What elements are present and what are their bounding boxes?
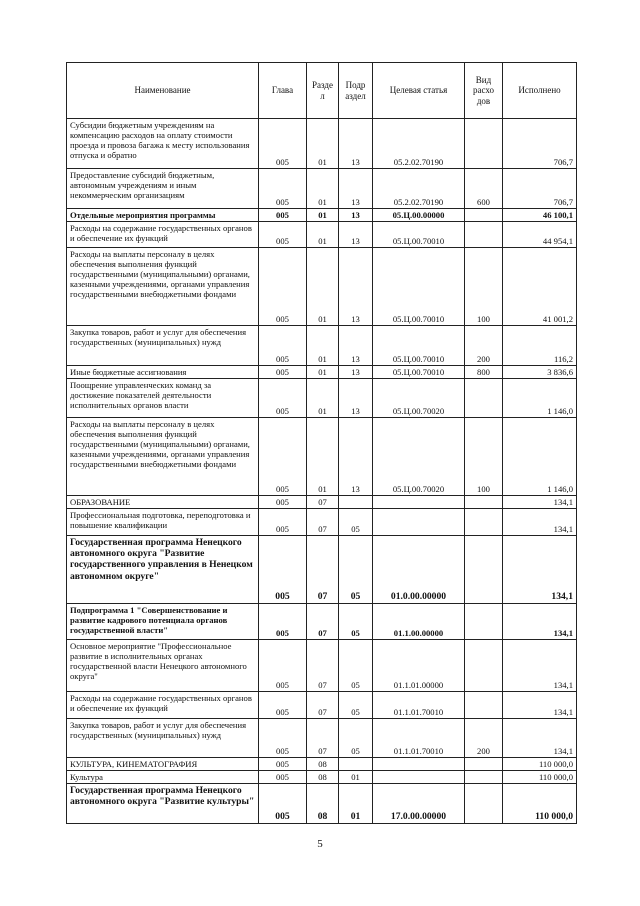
row-kind: 100 bbox=[465, 418, 503, 496]
row-chapter: 005 bbox=[259, 771, 307, 784]
table-row bbox=[67, 366, 577, 379]
row-section: 07 bbox=[307, 509, 339, 536]
row-subsection: 13 bbox=[339, 209, 373, 222]
row-chapter: 005 bbox=[259, 326, 307, 366]
row-name: Субсидии бюджетным учреждениям на компенсацию расходов на оплату стоимости проезда и провоза багажа к месту использования отпуска и обратно bbox=[67, 119, 259, 169]
row-section: 08 bbox=[307, 784, 339, 824]
row-target: 05.Ц.00.70010 bbox=[373, 248, 465, 326]
row-chapter: 005 bbox=[259, 119, 307, 169]
row-target: 05.Ц.00.70010 bbox=[373, 366, 465, 379]
header-section: Разде л bbox=[307, 63, 339, 119]
row-chapter: 005 bbox=[259, 379, 307, 418]
row-kind: 600 bbox=[465, 169, 503, 209]
row-name: Расходы на выплаты персоналу в целях обеспечения выполнения функций государственными (муниципальными) органами, казенными учреждениями, органами управления государственными внебюджетными фондами bbox=[67, 418, 259, 496]
row-executed: 134,1 bbox=[503, 604, 577, 640]
row-target: 05.Ц.00.70010 bbox=[373, 326, 465, 366]
row-chapter: 005 bbox=[259, 784, 307, 824]
table-row bbox=[67, 784, 577, 824]
row-subsection: 05 bbox=[339, 692, 373, 719]
row-target: 01.1.01.00000 bbox=[373, 640, 465, 692]
table-row bbox=[67, 209, 577, 222]
header-target: Целевая статья bbox=[373, 63, 465, 119]
row-chapter: 005 bbox=[259, 692, 307, 719]
row-section: 07 bbox=[307, 692, 339, 719]
row-section: 07 bbox=[307, 640, 339, 692]
row-chapter: 005 bbox=[259, 209, 307, 222]
row-executed: 134,1 bbox=[503, 496, 577, 509]
row-section: 07 bbox=[307, 719, 339, 758]
row-target bbox=[373, 509, 465, 536]
table-row bbox=[67, 222, 577, 248]
row-kind bbox=[465, 222, 503, 248]
row-chapter: 005 bbox=[259, 719, 307, 758]
row-executed: 110 000,0 bbox=[503, 771, 577, 784]
row-section: 08 bbox=[307, 758, 339, 771]
row-name: Расходы на содержание государственных органов и обеспечение их функций bbox=[67, 222, 259, 248]
row-name: Государственная программа Ненецкого автономного округа "Развитие культуры" bbox=[67, 784, 259, 824]
row-chapter: 005 bbox=[259, 222, 307, 248]
row-name: Культура bbox=[67, 771, 259, 784]
row-executed: 134,1 bbox=[503, 640, 577, 692]
row-section: 01 bbox=[307, 119, 339, 169]
row-executed: 46 100,1 bbox=[503, 209, 577, 222]
row-subsection bbox=[339, 496, 373, 509]
row-subsection: 05 bbox=[339, 536, 373, 604]
row-kind bbox=[465, 209, 503, 222]
table-row bbox=[67, 326, 577, 366]
table-row bbox=[67, 640, 577, 692]
row-name: Профессиональная подготовка, переподготовка и повышение квалификации bbox=[67, 509, 259, 536]
row-section: 01 bbox=[307, 222, 339, 248]
row-section: 08 bbox=[307, 771, 339, 784]
row-chapter: 005 bbox=[259, 248, 307, 326]
table-row bbox=[67, 692, 577, 719]
row-name: Поощрение управленческих команд за достижение показателей деятельности исполнительных органов власти bbox=[67, 379, 259, 418]
row-subsection: 13 bbox=[339, 119, 373, 169]
row-subsection: 13 bbox=[339, 169, 373, 209]
header-name: Наименование bbox=[67, 63, 259, 119]
row-name: Закупка товаров, работ и услуг для обеспечения государственных (муниципальных) нужд bbox=[67, 326, 259, 366]
row-section: 01 bbox=[307, 379, 339, 418]
row-kind bbox=[465, 640, 503, 692]
row-kind bbox=[465, 692, 503, 719]
row-executed: 1 146,0 bbox=[503, 379, 577, 418]
row-subsection bbox=[339, 758, 373, 771]
table-row bbox=[67, 771, 577, 784]
row-subsection: 05 bbox=[339, 604, 373, 640]
row-executed: 3 836,6 bbox=[503, 366, 577, 379]
row-target: 01.1.01.70010 bbox=[373, 719, 465, 758]
row-section: 01 bbox=[307, 418, 339, 496]
row-subsection: 13 bbox=[339, 222, 373, 248]
row-section: 07 bbox=[307, 536, 339, 604]
row-name: Расходы на содержание государственных органов и обеспечение их функций bbox=[67, 692, 259, 719]
row-kind: 200 bbox=[465, 719, 503, 758]
header-chapter: Глава bbox=[259, 63, 307, 119]
row-subsection: 01 bbox=[339, 771, 373, 784]
row-subsection: 13 bbox=[339, 366, 373, 379]
budget-table bbox=[66, 62, 577, 824]
table-row bbox=[67, 418, 577, 496]
row-executed: 706,7 bbox=[503, 169, 577, 209]
row-subsection: 13 bbox=[339, 379, 373, 418]
table-row bbox=[67, 604, 577, 640]
row-name: Предоставление субсидий бюджетным, автономным учреждениям и иным некоммерческим организациям bbox=[67, 169, 259, 209]
table-row bbox=[67, 758, 577, 771]
row-name: ОБРАЗОВАНИЕ bbox=[67, 496, 259, 509]
row-kind bbox=[465, 784, 503, 824]
row-kind bbox=[465, 496, 503, 509]
table-row bbox=[67, 119, 577, 169]
row-chapter: 005 bbox=[259, 418, 307, 496]
row-section: 07 bbox=[307, 496, 339, 509]
row-target: 17.0.00.00000 bbox=[373, 784, 465, 824]
header-subsection: Подр аздел bbox=[339, 63, 373, 119]
row-chapter: 005 bbox=[259, 758, 307, 771]
page-number: 5 bbox=[317, 838, 323, 850]
row-kind bbox=[465, 604, 503, 640]
row-name: Подпрограмма 1 "Совершенствование и развитие кадрового потенциала органов государственной власти" bbox=[67, 604, 259, 640]
row-executed: 1 146,0 bbox=[503, 418, 577, 496]
row-name: Иные бюджетные ассигнования bbox=[67, 366, 259, 379]
row-executed: 134,1 bbox=[503, 509, 577, 536]
row-subsection: 05 bbox=[339, 640, 373, 692]
row-kind bbox=[465, 536, 503, 604]
row-chapter: 005 bbox=[259, 169, 307, 209]
table-row bbox=[67, 719, 577, 758]
row-subsection: 13 bbox=[339, 248, 373, 326]
row-name: Основное мероприятие "Профессиональное развитие в исполнительных органах государственной власти Ненецкого автономного округа" bbox=[67, 640, 259, 692]
table-row bbox=[67, 379, 577, 418]
row-target: 05.Ц.00.70020 bbox=[373, 379, 465, 418]
row-chapter: 005 bbox=[259, 536, 307, 604]
row-chapter: 005 bbox=[259, 640, 307, 692]
row-name: КУЛЬТУРА, КИНЕМАТОГРАФИЯ bbox=[67, 758, 259, 771]
table-row bbox=[67, 496, 577, 509]
table-row bbox=[67, 509, 577, 536]
row-target: 05.Ц.00.70010 bbox=[373, 222, 465, 248]
table-row bbox=[67, 169, 577, 209]
row-executed: 41 001,2 bbox=[503, 248, 577, 326]
row-kind bbox=[465, 509, 503, 536]
row-executed: 134,1 bbox=[503, 719, 577, 758]
row-name: Отдельные мероприятия программы bbox=[67, 209, 259, 222]
row-kind bbox=[465, 379, 503, 418]
row-subsection: 05 bbox=[339, 509, 373, 536]
row-executed: 706,7 bbox=[503, 119, 577, 169]
row-executed: 134,1 bbox=[503, 692, 577, 719]
row-chapter: 005 bbox=[259, 496, 307, 509]
row-chapter: 005 bbox=[259, 509, 307, 536]
header-row bbox=[67, 63, 577, 119]
row-chapter: 005 bbox=[259, 366, 307, 379]
row-executed: 116,2 bbox=[503, 326, 577, 366]
row-name: Государственная программа Ненецкого автономного округа "Развитие государственного управления в Ненецком автономном округе" bbox=[67, 536, 259, 604]
row-kind bbox=[465, 758, 503, 771]
row-subsection: 13 bbox=[339, 418, 373, 496]
row-name: Закупка товаров, работ и услуг для обеспечения государственных (муниципальных) нужд bbox=[67, 719, 259, 758]
row-kind bbox=[465, 119, 503, 169]
row-executed: 110 000,0 bbox=[503, 758, 577, 771]
row-section: 01 bbox=[307, 169, 339, 209]
row-target: 01.1.01.70010 bbox=[373, 692, 465, 719]
row-executed: 44 954,1 bbox=[503, 222, 577, 248]
row-kind bbox=[465, 771, 503, 784]
row-section: 07 bbox=[307, 604, 339, 640]
row-target bbox=[373, 771, 465, 784]
header-executed: Исполнено bbox=[503, 63, 577, 119]
row-section: 01 bbox=[307, 326, 339, 366]
row-section: 01 bbox=[307, 248, 339, 326]
row-executed: 134,1 bbox=[503, 536, 577, 604]
row-subsection: 01 bbox=[339, 784, 373, 824]
row-kind: 800 bbox=[465, 366, 503, 379]
row-target: 01.1.00.00000 bbox=[373, 604, 465, 640]
row-target: 05.Ц.00.00000 bbox=[373, 209, 465, 222]
row-executed: 110 000,0 bbox=[503, 784, 577, 824]
row-target bbox=[373, 496, 465, 509]
row-kind: 200 bbox=[465, 326, 503, 366]
row-name: Расходы на выплаты персоналу в целях обеспечения выполнения функций государственными (муниципальными) органами, казенными учреждениями, органами управления государственными внебюджетными фондами bbox=[67, 248, 259, 326]
row-kind: 100 bbox=[465, 248, 503, 326]
table-row bbox=[67, 536, 577, 604]
row-subsection: 13 bbox=[339, 326, 373, 366]
row-section: 01 bbox=[307, 209, 339, 222]
table-row bbox=[67, 248, 577, 326]
row-chapter: 005 bbox=[259, 604, 307, 640]
row-section: 01 bbox=[307, 366, 339, 379]
header-kind: Вид расхо дов bbox=[465, 63, 503, 119]
row-target: 01.0.00.00000 bbox=[373, 536, 465, 604]
row-target: 05.2.02.70190 bbox=[373, 169, 465, 209]
row-subsection: 05 bbox=[339, 719, 373, 758]
row-target: 05.2.02.70190 bbox=[373, 119, 465, 169]
row-target: 05.Ц.00.70020 bbox=[373, 418, 465, 496]
row-target bbox=[373, 758, 465, 771]
